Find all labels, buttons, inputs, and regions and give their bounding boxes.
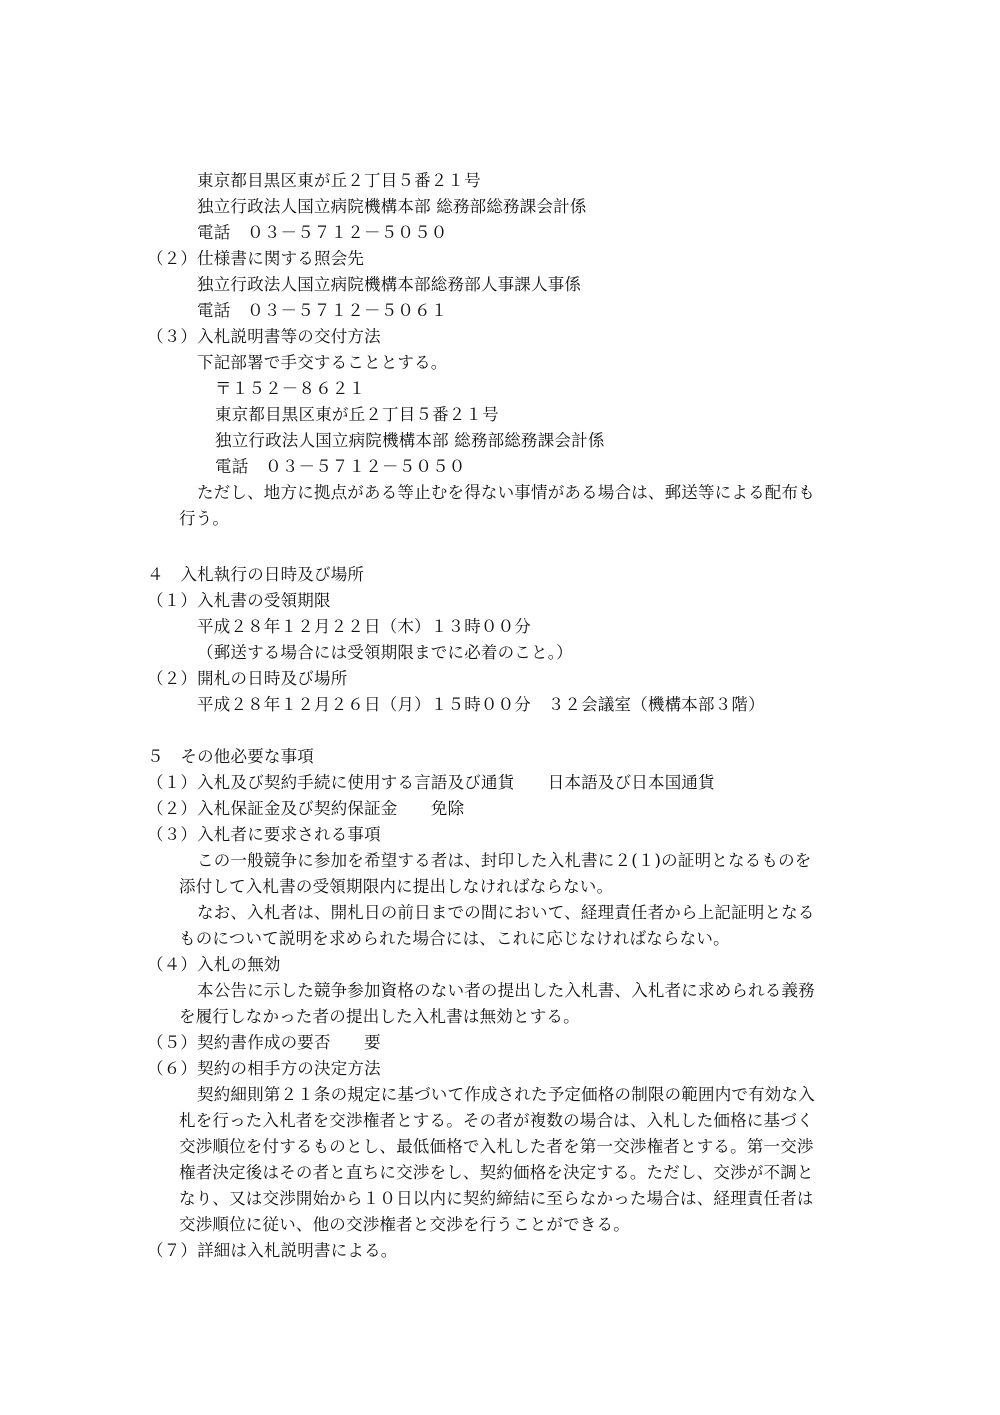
bidder-requirements-line2: 添付して入札書の受領期限内に提出しなければならない。 [179,877,614,896]
bid-deadline-heading: （１）入札書の受領期限 [147,591,331,610]
invalid-bid-line1: 本公告に示した競争参加資格のない者の提出した入札書、入札者に求められる義務 [197,981,815,1000]
delivery-note-line2: 行う。 [179,509,230,528]
delivery-method-heading: （３）入札説明書等の交付方法 [147,327,381,346]
delivery-method-intro: 下記部署で手交することとする。 [197,353,448,372]
bid-deadline-note: （郵送する場合には受領期限までに必着のこと。） [197,643,573,662]
counterparty-method-line1: 契約細則第２１条の規定に基づいて作成された予定価格の制限の範囲内で有効な入 [197,1085,815,1104]
section4-heading: ４ 入札執行の日時及び場所 [147,565,365,584]
bidder-requirements-heading: （３）入札者に要求される事項 [147,825,381,844]
counterparty-method-line6: 交渉順位に従い、他の交渉権者と交渉を行うことができる。 [179,1215,630,1234]
bid-deadline-date: 平成２８年１２月２２日（木）１３時００分 [197,617,531,636]
counterparty-method-line3: 交渉順位を付するものとし、最低価格で入札した者を第一交渉権者とする。第一交渉 [179,1137,814,1156]
bidder-requirements-line3: なお、入札者は、開札日の前日までの間において、経理責任者から上記証明となる [197,903,815,922]
spec-inquiry-heading: （２）仕様書に関する照会先 [147,249,365,268]
section5-heading: ５ その他必要な事項 [147,747,314,766]
counterparty-method-heading: （６）契約の相手方の決定方法 [147,1059,381,1078]
counterparty-method-line2: 札を行った入札者を交渉権者とする。その者が複数の場合は、入札した価格に基づく [179,1111,814,1130]
bidder-requirements-line4: ものについて説明を求められた場合には、これに応じなければならない。 [179,929,730,948]
spec-inquiry-phone: 電話 ０３－５７１２－５０６１ [197,301,448,320]
contact-org: 独立行政法人国立病院機構本部 総務部総務課会計係 [197,197,587,216]
language-currency-item: （１）入札及び契約手続に使用する言語及び通貨 日本語及び日本国通貨 [147,773,715,792]
invalid-bid-heading: （４）入札の無効 [147,955,281,974]
delivery-note-line1: ただし、地方に拠点がある等止むを得ない事情がある場合は、郵送等による配布も [197,483,815,502]
details-reference-item: （７）詳細は入札説明書による。 [147,1241,398,1260]
delivery-postal-code: 〒１５２－８６２１ [215,379,366,398]
contract-document-item: （５）契約書作成の要否 要 [147,1033,381,1052]
counterparty-method-line4: 権者決定後はその者と直ちに交渉をし、契約価格を決定する。ただし、交渉が不調と [179,1163,814,1182]
bidder-requirements-line1: この一般競争に参加を希望する者は、封印した入札書に２(１)の証明となるものを [197,851,812,870]
spec-inquiry-org: 独立行政法人国立病院機構本部総務部人事課人事係 [197,275,582,294]
bid-opening-detail: 平成２８年１２月２６日（月）１５時００分 ３２会議室（機構本部３階） [197,695,765,714]
invalid-bid-line2: を履行しなかった者の提出した入札書は無効とする。 [179,1007,580,1026]
delivery-phone: 電話 ０３－５７１２－５０５０ [215,457,466,476]
delivery-org: 独立行政法人国立病院機構本部 総務部総務課会計係 [215,431,605,450]
contact-address: 東京都目黒区東が丘２丁目５番２１号 [197,171,481,190]
security-deposit-item: （２）入札保証金及び契約保証金 免除 [147,799,465,818]
counterparty-method-line5: なり、又は交渉開始から１０日以内に契約締結に至らなかった場合は、経理責任者は [179,1189,814,1208]
delivery-address: 東京都目黒区東が丘２丁目５番２１号 [215,405,499,424]
bid-opening-heading: （２）開札の日時及び場所 [147,669,348,688]
contact-phone: 電話 ０３－５７１２－５０５０ [197,223,448,242]
